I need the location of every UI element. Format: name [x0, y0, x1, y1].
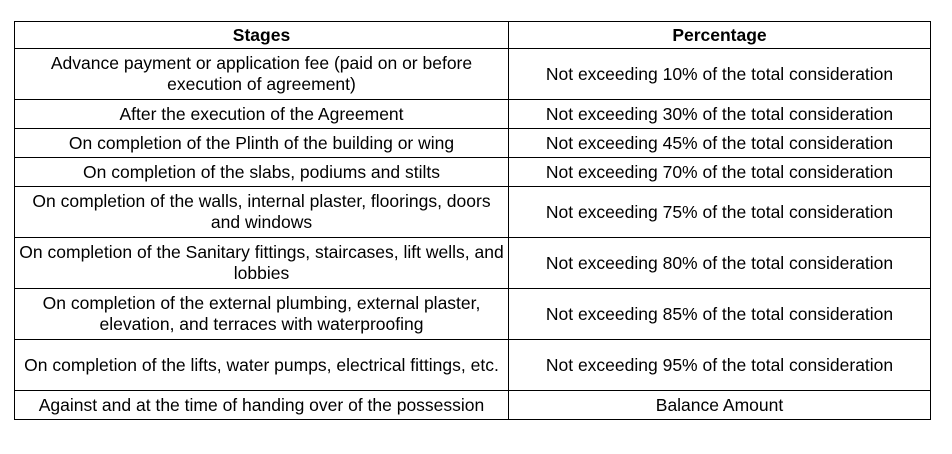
table-row [15, 187, 931, 238]
stage-cell: On completion of the Plinth of the building or wing [15, 129, 509, 158]
table-row [15, 391, 931, 420]
table-row [15, 158, 931, 187]
stage-cell: On completion of the Sanitary fittings, staircases, lift wells, and lobbies [15, 238, 509, 289]
stage-cell: Against and at the time of handing over of the possession [15, 391, 509, 420]
percentage-cell: Not exceeding 75% of the total consideration [509, 187, 931, 238]
percentage-cell: Not exceeding 80% of the total consideration [509, 238, 931, 289]
table-row [15, 129, 931, 158]
stage-cell: After the execution of the Agreement [15, 100, 509, 129]
percentage-cell: Not exceeding 70% of the total consideration [509, 158, 931, 187]
payment-schedule-table [14, 21, 931, 420]
percentage-cell: Not exceeding 45% of the total consideration [509, 129, 931, 158]
stage-cell: Advance payment or application fee (paid on or before execution of agreement) [15, 49, 509, 100]
stage-cell: On completion of the slabs, podiums and stilts [15, 158, 509, 187]
table-row [15, 340, 931, 391]
percentage-cell: Not exceeding 95% of the total consideration [509, 340, 931, 391]
table-row [15, 289, 931, 340]
stage-cell: On completion of the lifts, water pumps, electrical fittings, etc. [15, 340, 509, 391]
header-row [15, 22, 931, 49]
stage-cell: On completion of the external plumbing, external plaster, elevation, and terraces with waterproofing [15, 289, 509, 340]
header-percentage: Percentage [509, 22, 931, 49]
percentage-cell: Not exceeding 85% of the total consideration [509, 289, 931, 340]
percentage-cell: Not exceeding 30% of the total consideration [509, 100, 931, 129]
table-row [15, 100, 931, 129]
stage-cell: On completion of the walls, internal plaster, floorings, doors and windows [15, 187, 509, 238]
table-row [15, 49, 931, 100]
table-row [15, 238, 931, 289]
percentage-cell: Not exceeding 10% of the total consideration [509, 49, 931, 100]
percentage-cell: Balance Amount [509, 391, 931, 420]
header-stages: Stages [15, 22, 509, 49]
